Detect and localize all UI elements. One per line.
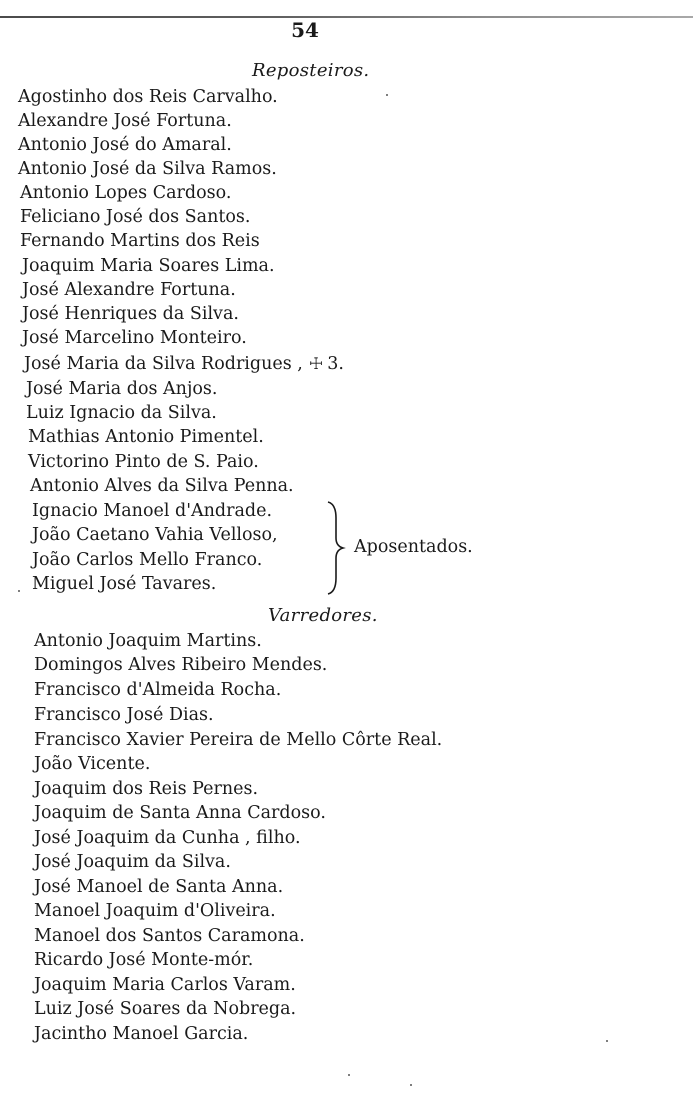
cross-count: 3. (327, 354, 344, 374)
list-item: Francisco José Dias. (34, 705, 214, 725)
list-item: Joaquim Maria Carlos Varam. (34, 975, 296, 995)
list-item: Antonio José do Amaral. (18, 135, 232, 155)
heading-reposteiros: Reposteiros. (252, 60, 370, 81)
list-item: Feliciano José dos Santos. (20, 207, 251, 227)
list-item: Domingos Alves Ribeiro Mendes. (34, 655, 328, 675)
list-item: Joaquim dos Reis Pernes. (34, 779, 259, 799)
list-item: Jacintho Manoel Garcia. (34, 1024, 249, 1044)
list-item: Antonio Lopes Cardoso. (20, 183, 232, 203)
paper-speck (348, 1074, 350, 1076)
cross-icon: ☩ (308, 354, 324, 373)
list-item: Ignacio Manoel d'Andrade. (32, 501, 273, 521)
list-item: Mathias Antonio Pimentel. (28, 427, 264, 447)
brace-icon (326, 500, 346, 596)
list-item: José Marcelino Monteiro. (22, 328, 247, 348)
list-item: Francisco d'Almeida Rocha. (34, 680, 282, 700)
paper-speck (386, 94, 388, 96)
list-item: José Joaquim da Cunha , filho. (34, 828, 301, 848)
heading-varredores: Varredores. (268, 605, 378, 626)
paper-speck (410, 1084, 412, 1086)
aposentados-label: Aposentados. (354, 537, 473, 557)
list-item: Miguel José Tavares. (32, 574, 217, 594)
list-item: Francisco Xavier Pereira de Mello Côrte Real. (34, 730, 443, 750)
list-item: Antonio Alves da Silva Penna. (30, 476, 294, 496)
page-number: 54 (291, 18, 319, 42)
list-item: Luiz José Soares da Nobrega. (34, 999, 297, 1019)
list-item: José Maria da Silva Rodrigues , (24, 354, 303, 374)
list-item: João Carlos Mello Franco. (32, 550, 263, 570)
list-item: Joaquim Maria Soares Lima. (22, 256, 275, 276)
list-item: José Henriques da Silva. (22, 304, 239, 324)
list-item: Alexandre José Fortuna. (18, 111, 232, 131)
paper-speck (606, 1040, 608, 1042)
list-item: Fernando Martins dos Reis (20, 231, 260, 251)
list-item: Victorino Pinto de S. Paio. (28, 452, 259, 472)
paper-speck (18, 590, 20, 592)
list-item: Luiz Ignacio da Silva. (26, 403, 217, 423)
list-item: Ricardo José Monte-mór. (34, 950, 254, 970)
list-item-with-cross (24, 352, 344, 376)
list-item: Antonio José da Silva Ramos. (18, 159, 277, 179)
list-item: Antonio Joaquim Martins. (34, 631, 262, 651)
list-item: João Vicente. (34, 754, 151, 774)
list-item: Manoel Joaquim d'Oliveira. (34, 901, 276, 921)
list-item: Manoel dos Santos Caramona. (34, 926, 305, 946)
list-item: José Maria dos Anjos. (26, 379, 218, 399)
list-item: João Caetano Vahia Velloso, (32, 525, 278, 545)
list-item: José Joaquim da Silva. (34, 852, 231, 872)
list-item: José Alexandre Fortuna. (22, 280, 236, 300)
list-item: José Manoel de Santa Anna. (34, 877, 284, 897)
list-item: Joaquim de Santa Anna Cardoso. (34, 803, 326, 823)
list-item: Agostinho dos Reis Carvalho. (18, 87, 278, 107)
